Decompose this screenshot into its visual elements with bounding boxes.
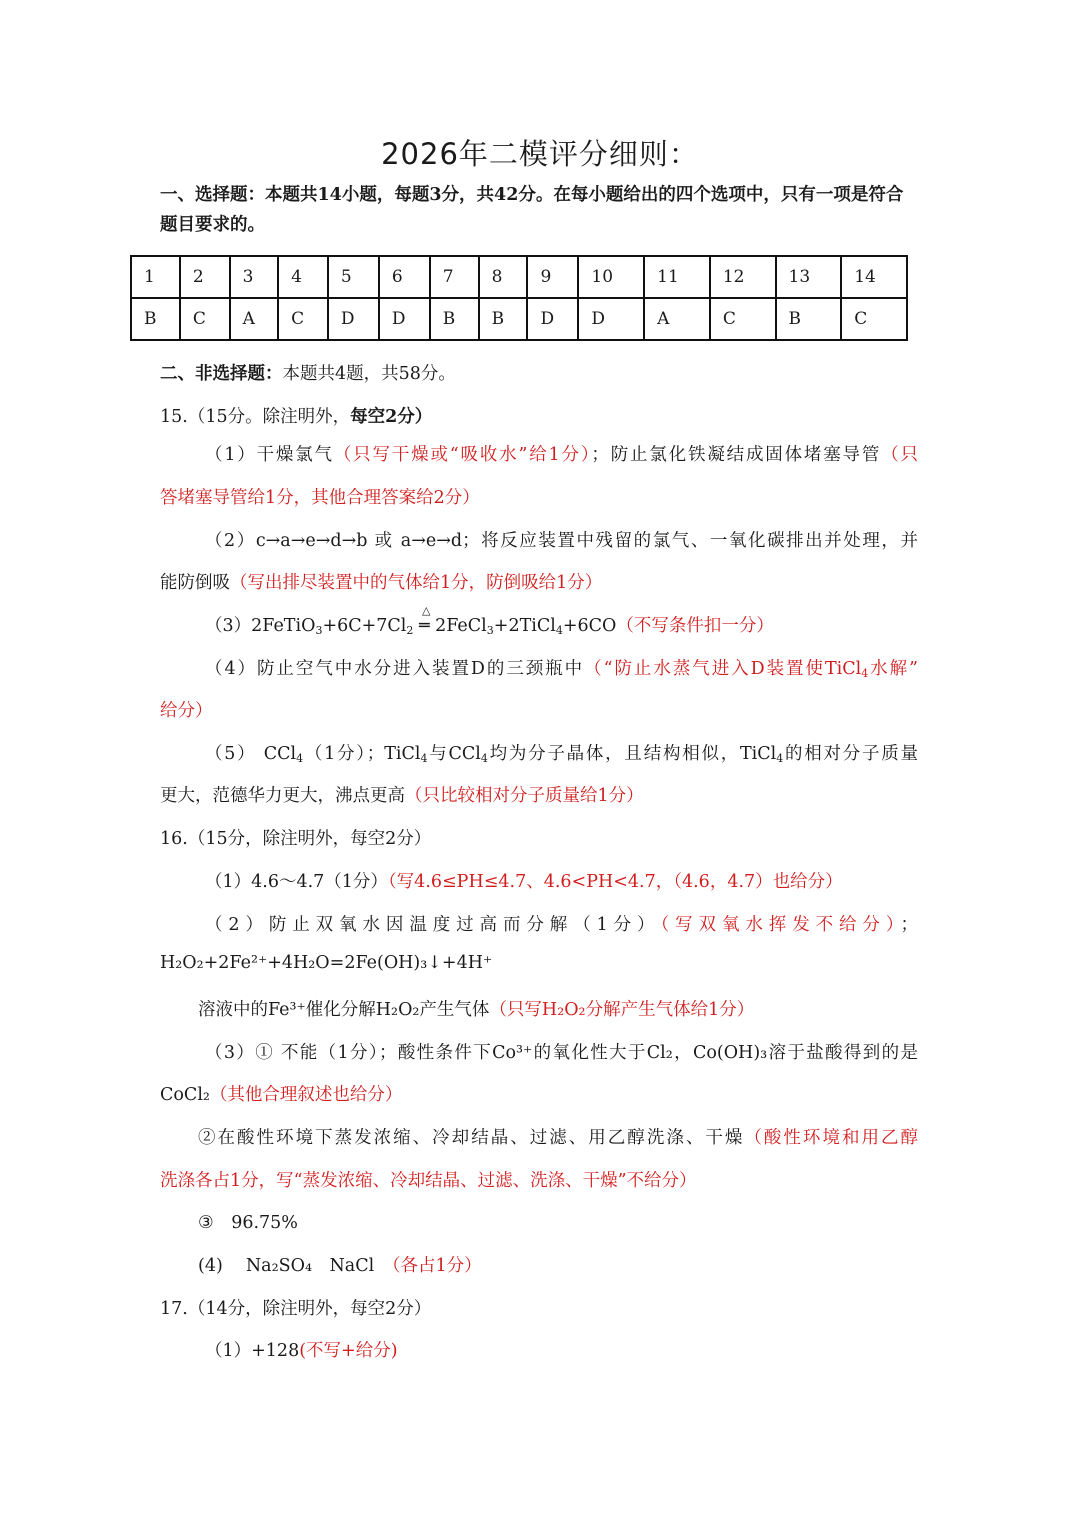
- q15-p5-text: （5） CCl: [205, 744, 297, 764]
- q15-p4-note-sub: 4: [861, 667, 869, 680]
- answer-cell: B: [430, 298, 479, 340]
- q15-p1-answer2: ；防止氯化铁凝结成固体堵塞导管: [591, 445, 882, 465]
- q15-p4-answer: （4）防止空气中水分进入装置D的三颈瓶中: [205, 659, 585, 679]
- question-number-cell: 13: [776, 256, 842, 298]
- q16-p2-answer2: 溶液中的Fe³⁺催化分解H₂O₂产生气体: [198, 1000, 490, 1020]
- question-number-cell: 12: [710, 256, 776, 298]
- q16-p2-note2: （只写H₂O₂分解产生气体给1分）: [489, 1000, 755, 1020]
- q16-p2-answer: （2）防止双氧水因温度过高而分解（1分）: [205, 915, 661, 935]
- q15-p1-answer: （1）干燥氯气: [205, 445, 334, 465]
- q15-p5-text: 均为分子晶体，且结构相似，TiCl: [487, 744, 777, 764]
- q16-part4: [198, 1252, 482, 1277]
- q15-head-a: 15.（15分。除注明外，: [160, 407, 351, 427]
- question-number-cell: 9: [527, 256, 578, 298]
- answer-cell: C: [180, 298, 230, 340]
- section2-heading: [160, 360, 456, 385]
- question-number-cell: 1: [131, 256, 180, 298]
- question-number-cell: 14: [841, 256, 907, 298]
- sub: 4: [480, 752, 488, 765]
- heating-condition: [419, 604, 431, 636]
- question-number-cell: 8: [479, 256, 528, 298]
- eq-text: （3）2FeTiO: [205, 616, 316, 636]
- question-number-cell: 3: [230, 256, 278, 298]
- q15-part5-line2: [160, 782, 644, 807]
- q15-part1-line2: 答堵塞导管给1分，其他合理答案给2分）: [160, 488, 480, 508]
- q16-p1-answer: （1）4.6～4.7（1分）: [205, 872, 388, 892]
- delta-symbol: △: [422, 604, 431, 617]
- q15-part4-line2: 给分）: [160, 701, 213, 721]
- sub: 4: [420, 752, 428, 765]
- q16-p3-answer: CoCl₂: [160, 1085, 210, 1105]
- eq-sub: 4: [555, 624, 563, 637]
- question-number-cell: 11: [644, 256, 710, 298]
- q16-heading: 16.（15分，除注明外，每空2分）: [160, 829, 432, 849]
- section2-label: 二、非选择题：: [160, 364, 283, 384]
- answer-table: [130, 255, 908, 341]
- q15-p5-text: 与CCl: [427, 744, 481, 764]
- q16-p4-note: （各占1分）: [391, 1256, 482, 1276]
- question-number-cell: 7: [430, 256, 479, 298]
- q16-part2-line3: [198, 996, 754, 1021]
- page-title: 2026年二模评分细则：: [381, 137, 699, 171]
- q15-p4-note: （“防止水蒸气进入D装置使TiCl: [584, 659, 862, 679]
- sub: 4: [296, 752, 304, 765]
- q16-p3-note2: （酸性环境和用乙醇: [744, 1128, 919, 1148]
- q16-part1: [205, 868, 843, 893]
- q15-part2-line1: （2）c→a→e→d→b 或 a→e→d；将反应装置中残留的氯气、一氧化碳排出并处理，并: [205, 531, 918, 551]
- q15-p2-answer: 能防倒吸: [160, 573, 230, 593]
- q16-p1-note: （写4.6≤PH≤4.7、4.6<PH<4.7，（4.6，4.7）也给分）: [387, 872, 843, 892]
- question-number-cell: 10: [578, 256, 644, 298]
- q15-p5-note: （只比较相对分子质量给1分）: [405, 786, 644, 806]
- answer-table-answer-row: [131, 298, 907, 340]
- q15-part2-line2: [160, 569, 602, 594]
- q16-part2-equation: H₂O₂+2Fe²⁺+4H₂O=2Fe(OH)₃↓+4H⁺: [160, 953, 493, 973]
- q16-part2-line1: [205, 911, 918, 936]
- eq-sub: 3: [486, 624, 494, 637]
- q15-part3-equation: [205, 604, 774, 637]
- q17-p1-note: (不写+给分): [299, 1341, 398, 1361]
- section2-text: 本题共4题，共58分。: [282, 364, 456, 384]
- q15-head-b: 每空2分）: [350, 407, 433, 427]
- eq-text: +2TiCl: [493, 616, 556, 636]
- section1-instructions: 一、选择题：本题共14小题，每题3分，共42分。在每小题给出的四个选项中，只有一项是符合题目要求的。: [160, 185, 904, 235]
- q15-p5-text: （1分）；TiCl: [303, 744, 421, 764]
- q15-p1-note: （只写干燥或“吸收水”给1分）: [333, 445, 592, 465]
- question-number-cell: 6: [379, 256, 430, 298]
- question-number-cell: 2: [180, 256, 230, 298]
- sub: 4: [776, 752, 784, 765]
- answer-table-number-row: [131, 256, 907, 298]
- answer-cell: D: [328, 298, 379, 340]
- answer-cell: B: [131, 298, 180, 340]
- q16-p2-note: （写双氧水挥发不给分）: [660, 915, 901, 935]
- answer-cell: A: [230, 298, 278, 340]
- q16-p3-note: （其他合理叙述也给分）: [209, 1085, 403, 1105]
- q15-p5-answer: 更大，范德华力更大，沸点更高: [160, 786, 405, 806]
- q16-part3-line3: [198, 1124, 918, 1149]
- q15-part4-line1: [205, 655, 918, 680]
- q16-p2-sep: ；: [900, 915, 918, 935]
- answer-cell: D: [578, 298, 644, 340]
- eq-text: +6C+7Cl: [322, 616, 407, 636]
- q16-p4-answer: (4) Na₂SO₄ NaCl: [198, 1256, 375, 1276]
- eq-sub: 2: [406, 624, 414, 637]
- eq-text: +6CO: [562, 616, 617, 636]
- question-number-cell: 5: [328, 256, 379, 298]
- answer-cell: D: [527, 298, 578, 340]
- q17-p1-answer: （1）+128: [205, 1341, 300, 1361]
- q15-p3-note: （不写条件扣一分）: [616, 616, 774, 636]
- answer-cell: A: [644, 298, 710, 340]
- answer-cell: C: [278, 298, 328, 340]
- answer-cell: B: [776, 298, 842, 340]
- q15-p5-text: 的相对分子质量: [783, 744, 918, 764]
- q16-part3-answer3: ③ 96.75%: [198, 1213, 298, 1233]
- answer-cell: C: [710, 298, 776, 340]
- q16-part3-line1: （3）① 不能（1分）；酸性条件下Co³⁺的氧化性大于Cl₂，Co(OH)₃溶于盐酸得到的是: [205, 1043, 918, 1063]
- q16-part3-line2: [160, 1081, 402, 1106]
- question-number-cell: 4: [278, 256, 328, 298]
- q15-part5-line1: [205, 740, 918, 765]
- q16-p3-answer2: ②在酸性环境下蒸发浓缩、冷却结晶、过滤、用乙醇洗涤、干燥: [198, 1128, 745, 1148]
- eq-sub: 3: [315, 624, 323, 637]
- q17-part1: [205, 1337, 398, 1362]
- answer-cell: D: [379, 298, 430, 340]
- equals-sign: ═: [419, 616, 430, 636]
- q15-heading: [160, 403, 432, 428]
- q15-p4-note-end: 水解”: [868, 659, 918, 679]
- answer-cell: B: [479, 298, 528, 340]
- q15-p1-note2-start: （只: [881, 445, 919, 465]
- eq-text: 2FeCl: [429, 616, 487, 636]
- q15-p2-note: （写出排尽装置中的气体给1分，防倒吸给1分）: [230, 573, 603, 593]
- q17-heading: 17.（14分，除注明外，每空2分）: [160, 1299, 432, 1319]
- answer-cell: C: [841, 298, 907, 340]
- q16-part3-line4: 洗涤各占1分，写“蒸发浓缩、冷却结晶、过滤、洗涤、干燥”不给分）: [160, 1171, 697, 1191]
- q15-part1-line1: [205, 441, 918, 466]
